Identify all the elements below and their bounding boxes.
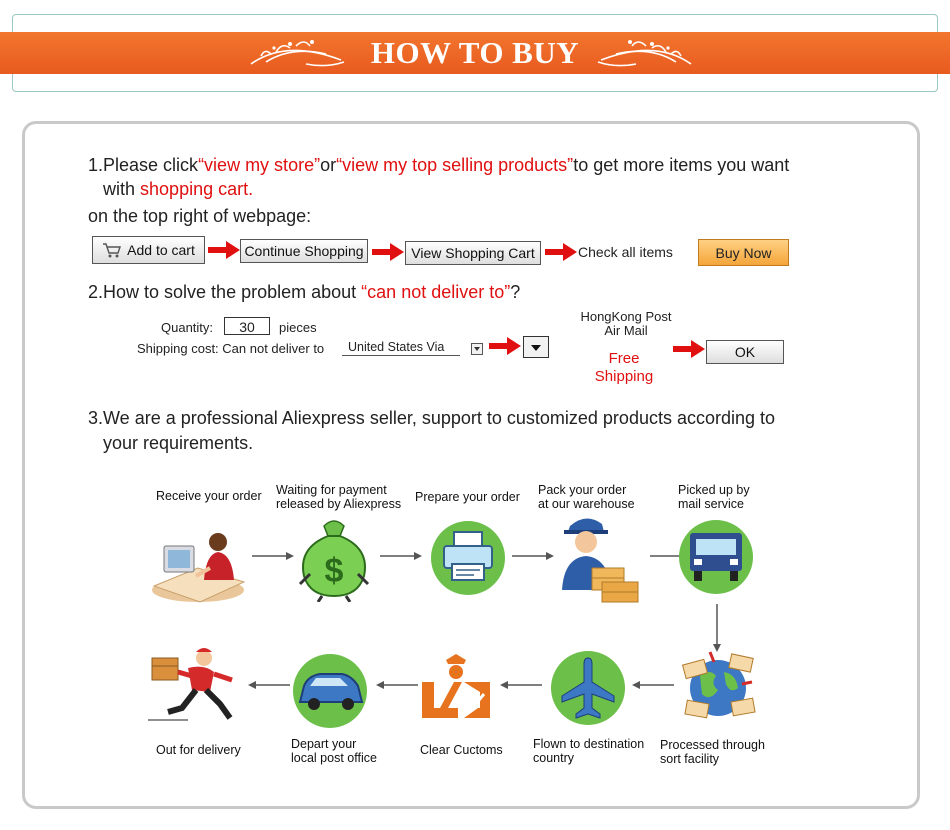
post-line1: HongKong Post [580,309,672,324]
flown-line1: Flown to destination [533,737,645,751]
step1-prefix: 1.Please click [88,155,199,175]
printer-icon [428,518,508,596]
step-pack-label [538,483,635,511]
step1-or: or [320,155,337,175]
view-my-store-link[interactable]: “view my store” [198,155,321,175]
ornament-left-icon [246,34,346,74]
waiting-line1: Waiting for payment [276,483,387,497]
step2-heading [88,282,520,303]
buy-now-button[interactable]: Buy Now [698,239,789,266]
money-bag-icon [292,512,376,602]
flow-arrow-down-icon [712,604,722,652]
ok-button[interactable]: OK [706,340,784,364]
quantity-input[interactable]: 30 [224,317,270,335]
step-flown-label [533,737,644,765]
pieces-label: pieces [279,320,317,335]
flow-arrow-left-icon [500,680,542,690]
red-arrow-icon [545,243,577,261]
shipping-cost-label: Shipping cost: Can not deliver to [137,341,325,356]
country-select[interactable]: United States Via [348,340,445,354]
step-prepare-label: Prepare your order [415,490,520,504]
step1-line2 [103,179,253,200]
step1-with: with [103,179,136,199]
cannot-deliver-text: “can not deliver to” [361,282,511,302]
airplane-icon [548,648,628,728]
customs-icon [418,652,494,724]
check-all-items-text: Check all items [578,244,673,260]
warehouse-worker-icon [556,512,644,604]
view-shopping-cart-button[interactable]: View Shopping Cart [405,241,541,265]
flow-arrow-icon [380,551,422,561]
continue-shopping-button[interactable]: Continue Shopping [240,239,368,263]
processed-line1: Processed through [660,738,765,752]
globe-mail-icon [680,650,758,726]
red-arrow-icon [208,241,240,259]
step-depart-label [291,737,377,765]
pack-line1: Pack your order [538,483,627,497]
step2-suffix: ? [510,282,521,302]
truck-icon [676,517,756,597]
step3-line1: 3.We are a professional Aliexpress seller, support to customized products according to [88,408,776,428]
step1-line1 [88,155,789,176]
svg-text:$: $ [324,552,344,590]
step-processed-label [660,738,765,766]
step-receive-label: Receive your order [156,489,262,503]
flow-arrow-left-icon [632,680,674,690]
flow-arrow-icon [512,551,554,561]
depart-line1: Depart your [291,737,357,751]
ornament-right-icon [596,34,696,74]
step-out-label: Out for delivery [156,743,241,757]
processed-line2: sort facility [660,752,720,766]
free-line2: Shipping [594,368,654,385]
flow-arrow-icon [252,551,294,561]
pack-line2: at our warehouse [538,497,635,511]
step-customs-label: Clear Cuctoms [420,743,503,757]
quantity-label: Quantity: [161,320,214,335]
red-arrow-icon [372,243,404,261]
free-shipping-label [584,350,664,386]
depart-line2: local post office [291,751,377,765]
step1-line3: on the top right of webpage: [88,206,312,226]
view-top-selling-link[interactable]: “view my top selling products” [336,155,574,175]
step1-suffix: to get more items you want [573,155,790,175]
add-to-cart-label: Add to cart [127,242,195,258]
step-picked-label [678,483,750,511]
add-to-cart-button[interactable] [92,236,205,264]
step2-prefix: 2.How to solve the problem about [88,282,357,302]
free-line1: Free [608,350,640,367]
delivery-man-icon [148,646,256,726]
computer-user-icon [148,520,248,606]
cart-icon [102,242,122,258]
shopping-cart-text: shopping cart. [140,179,254,199]
red-arrow-icon [673,340,705,358]
country-select-underline [342,355,460,356]
flow-arrow-left-icon [376,680,418,690]
waiting-line2: released by Aliexpress [276,497,402,511]
step3-line2: your requirements. [103,433,254,453]
step-waiting-label [276,483,401,511]
car-icon [290,652,370,730]
post-line2: Air Mail [604,323,648,338]
hongkong-post-label [578,310,674,338]
dropdown-small-icon[interactable] [471,343,483,355]
banner-title: HOW TO BUY [370,35,580,70]
flown-line2: country [533,751,574,765]
flow-arrow-left-icon [248,680,290,690]
red-arrow-icon [489,337,521,355]
picked-line2: mail service [678,497,744,511]
picked-line1: Picked up by [678,483,750,497]
shipping-dropdown-button[interactable] [523,336,549,358]
